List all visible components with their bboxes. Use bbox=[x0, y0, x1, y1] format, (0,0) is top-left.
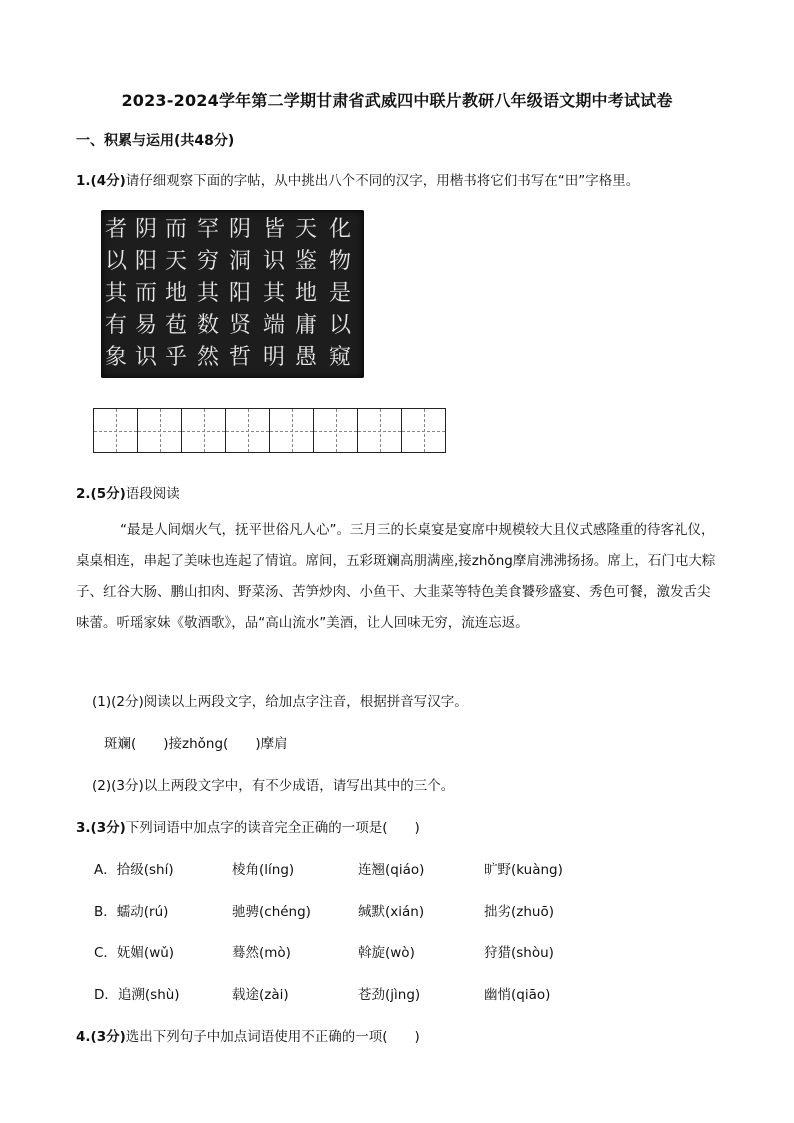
calligraphy-char: 数 bbox=[196, 313, 219, 338]
calligraphy-char: 阳 bbox=[228, 281, 251, 306]
calligraphy-char: 哲 bbox=[228, 345, 251, 370]
calligraphy-char: 穷 bbox=[196, 249, 219, 274]
calligraphy-char: 然 bbox=[196, 345, 219, 370]
calligraphy-char: 以 bbox=[328, 313, 351, 338]
option-item: 狩猎(shòu) bbox=[484, 945, 554, 961]
question-score: (5分) bbox=[90, 486, 126, 502]
tianzige-cell[interactable] bbox=[313, 408, 358, 453]
calligraphy-column bbox=[161, 214, 191, 374]
page-title: 2023-2024学年第二学期甘肃省武威四中联片教研八年级语文期中考试试卷 bbox=[121, 91, 673, 110]
calligraphy-char: 天 bbox=[164, 249, 187, 274]
calligraphy-char: 象 bbox=[104, 345, 127, 370]
tianzige-cell[interactable] bbox=[181, 408, 226, 453]
calligraphy-column bbox=[101, 214, 131, 374]
calligraphy-char: 洞 bbox=[228, 249, 251, 274]
calligraphy-char: 是 bbox=[328, 281, 351, 306]
calligraphy-char: 化 bbox=[328, 217, 351, 242]
option-item: A．拾级(shí) bbox=[94, 862, 174, 878]
reading-passage: “最是人间烟火气，抚平世俗凡人心”。三月三的长桌宴是宴席中规模较大且仪式感隆重的待客礼仪，桌桌相连，串起了美味也连起了情谊。席间，五彩斑斓高朋满座,接zhǒng摩肩沸沸扬扬。席上，石门屯大粽子、红谷大肠、鹏山扣肉、野菜汤、苦笋炒肉、小鱼干、大韭菜等特色美食饕殄盛宴、秀色可餐，激发舌尖味蕾。听瑶家妹《敬酒歌》，品“高山流水”美酒，让人回味无穷，流连忘返。 bbox=[76, 522, 716, 631]
question-text: 选出下列句子中加点词语使用不正确的一项( ) bbox=[125, 1029, 420, 1045]
calligraphy-char: 阴 bbox=[134, 217, 157, 242]
question-number: 2. bbox=[76, 486, 91, 502]
calligraphy-char: 乎 bbox=[164, 345, 187, 370]
option-item: 旷野(kuàng) bbox=[484, 862, 563, 878]
option-item: D．追溯(shù) bbox=[94, 987, 180, 1003]
calligraphy-char: 苞 bbox=[164, 313, 187, 338]
question-text: 下列词语中加点字的读音完全正确的一项是( ) bbox=[125, 820, 420, 836]
option-item: 棱角(líng) bbox=[232, 862, 295, 878]
question-2 bbox=[76, 482, 180, 502]
calligraphy-column bbox=[259, 214, 289, 374]
calligraphy-char: 鉴 bbox=[294, 249, 317, 274]
fill-blank-line: 斑斓( )接zhǒng( )摩肩 bbox=[104, 736, 288, 752]
calligraphy-image bbox=[101, 210, 364, 378]
tianzige-cell[interactable] bbox=[269, 408, 314, 453]
calligraphy-char: 其 bbox=[196, 281, 219, 306]
tianzige-cell[interactable] bbox=[225, 408, 270, 453]
calligraphy-char: 易 bbox=[134, 313, 157, 338]
option-item: 苍劲(jìng) bbox=[358, 987, 421, 1003]
calligraphy-char: 天 bbox=[294, 217, 317, 242]
calligraphy-char: 以 bbox=[104, 249, 127, 274]
tianzige-cell[interactable] bbox=[93, 408, 138, 453]
calligraphy-char: 贤 bbox=[228, 313, 251, 338]
option-item: 连翘(qiáo) bbox=[358, 862, 425, 878]
calligraphy-char: 明 bbox=[262, 345, 285, 370]
calligraphy-column bbox=[131, 214, 161, 374]
calligraphy-char: 阳 bbox=[134, 249, 157, 274]
question-number: 1. bbox=[76, 173, 91, 189]
option-item: B．蠕动(rú) bbox=[94, 904, 169, 920]
option-item: C．妩媚(wǔ) bbox=[94, 945, 175, 961]
section-heading: 一、积累与运用(共48分) bbox=[76, 133, 235, 149]
calligraphy-char: 罕 bbox=[196, 217, 219, 242]
calligraphy-char: 有 bbox=[104, 313, 127, 338]
tianzige-cell[interactable] bbox=[401, 408, 446, 453]
question-1 bbox=[76, 169, 639, 189]
option-item: 拙劣(zhuō) bbox=[484, 904, 554, 920]
calligraphy-char: 庸 bbox=[294, 313, 317, 338]
calligraphy-char: 识 bbox=[134, 345, 157, 370]
question-score: (3分) bbox=[90, 1029, 126, 1045]
calligraphy-char: 地 bbox=[164, 281, 187, 306]
tianzige-grid bbox=[94, 408, 446, 453]
tianzige-cell[interactable] bbox=[137, 408, 182, 453]
tianzige-cell[interactable] bbox=[357, 408, 402, 453]
question-number: 4. bbox=[76, 1029, 91, 1045]
calligraphy-char: 其 bbox=[262, 281, 285, 306]
calligraphy-char: 而 bbox=[164, 217, 187, 242]
option-item: 幽悄(qiāo) bbox=[484, 987, 551, 1003]
question-score: (3分) bbox=[90, 820, 126, 836]
question-text: 请仔细观察下面的字帖，从中挑出八个不同的汉字，用楷书将它们书写在“田”字格里。 bbox=[125, 173, 640, 189]
calligraphy-char: 皆 bbox=[262, 217, 285, 242]
calligraphy-char: 其 bbox=[104, 281, 127, 306]
calligraphy-char: 者 bbox=[104, 217, 127, 242]
question-number: 3. bbox=[76, 820, 91, 836]
question-4 bbox=[76, 1025, 420, 1045]
sub-question-1: (1)(2分)阅读以上两段文字，给加点字注音，根据拼音写汉字。 bbox=[92, 694, 468, 710]
calligraphy-column bbox=[291, 214, 321, 374]
calligraphy-column bbox=[193, 214, 223, 374]
question-text: 语段阅读 bbox=[125, 486, 180, 502]
calligraphy-char: 窥 bbox=[328, 345, 351, 370]
calligraphy-char: 愚 bbox=[294, 345, 317, 370]
calligraphy-char: 识 bbox=[262, 249, 285, 274]
sub-question-2: (2)(3分)以上两段文字中，有不少成语，请写出其中的三个。 bbox=[92, 778, 455, 794]
calligraphy-column bbox=[225, 214, 255, 374]
calligraphy-char: 地 bbox=[294, 281, 317, 306]
question-score: (4分) bbox=[90, 173, 126, 189]
calligraphy-char: 阴 bbox=[228, 217, 251, 242]
calligraphy-char: 物 bbox=[328, 249, 351, 274]
option-item: 缄默(xián) bbox=[358, 904, 425, 920]
calligraphy-char: 而 bbox=[134, 281, 157, 306]
option-item: 斡旋(wò) bbox=[358, 945, 415, 961]
question-3 bbox=[76, 816, 420, 836]
calligraphy-column bbox=[325, 214, 355, 374]
option-item: 驰骋(chéng) bbox=[232, 904, 311, 920]
option-item: 载途(zài) bbox=[232, 987, 289, 1003]
option-item: 蓦然(mò) bbox=[232, 945, 291, 961]
calligraphy-char: 端 bbox=[262, 313, 285, 338]
